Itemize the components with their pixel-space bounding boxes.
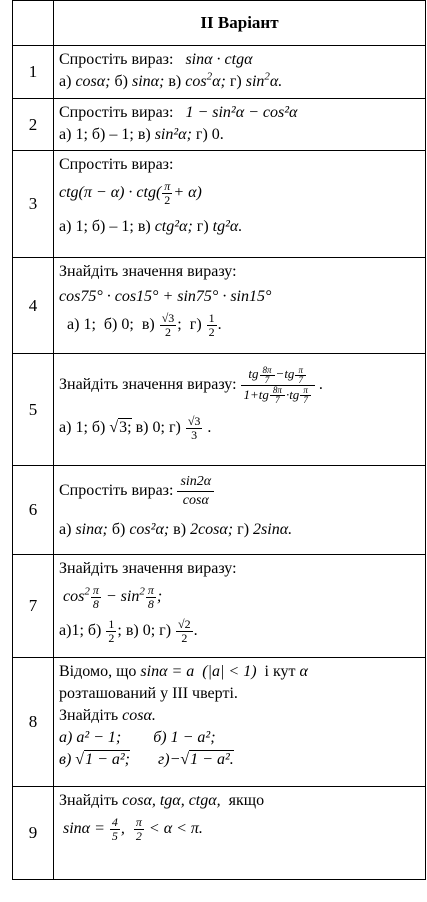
option-label: б) (114, 73, 128, 90)
option-label: в) (125, 622, 139, 640)
option-value: 0; (142, 622, 156, 640)
option-label: г) (159, 622, 172, 640)
task-text: Знайдіть (59, 707, 119, 724)
option-value: $\sin^2\alpha$. (245, 70, 283, 90)
task-condition: sinα = $\frac{4}{5}$ , $\frac{\pi}{2}$ < α < π. (63, 814, 203, 843)
task-number: 3 (13, 151, 54, 258)
option-label: а) (67, 316, 80, 334)
task-expression: $\cos^2$ $\frac{\pi}{8}$ − $\sin^2$ $\frac{\pi}{8}$ ; (63, 582, 163, 611)
option-label: г) (237, 521, 250, 538)
option-label: б) (91, 419, 106, 437)
task-expression: ctg(π − α) · ctg( $\frac{\pi}{2}$ + α) (59, 178, 202, 207)
task-title: Спростіть вираз: (59, 482, 174, 499)
option-label: в) (137, 218, 151, 235)
option-value: 1; (75, 419, 88, 437)
option-label: б) (87, 622, 102, 640)
task-row-8 (13, 658, 426, 787)
task-expression: $\frac{\sin 2\alpha}{\cos\alpha}$ (177, 473, 214, 510)
option-label: в) (135, 419, 149, 437)
task-text: Знайдіть (59, 792, 119, 809)
task-number: 7 (13, 555, 54, 658)
option-label: б) (153, 729, 167, 746)
task-body (54, 658, 426, 787)
option-label: г) (195, 126, 208, 143)
option-label: в) (137, 126, 151, 143)
option-value: 1 − a²; (170, 729, 216, 746)
option-label: в) (59, 751, 72, 768)
variant-table (12, 0, 426, 880)
option-value: sinα; (75, 521, 108, 538)
variant-title: ІІ Варіант (54, 1, 426, 46)
option-label: г) (168, 419, 181, 437)
option-value: sinα; (131, 73, 165, 90)
option-value: √1 − a²; (75, 751, 130, 768)
option-label: а) (59, 73, 72, 90)
task-symbol: α (299, 663, 308, 680)
option-label: в) (173, 521, 187, 538)
task-text: розташований у ІІІ чверті. (59, 685, 238, 702)
task-title: Спростіть вираз: (59, 156, 174, 173)
option-value: 1; (75, 218, 88, 235)
option-value: 1; (83, 316, 96, 334)
option-label: б) (91, 126, 106, 143)
option-value: $\frac{√2}{2}$ (178, 617, 191, 645)
task-text: Відомо, що (59, 663, 137, 680)
task-number: 2 (13, 99, 54, 151)
option-value: 2sinα. (253, 521, 293, 538)
task-body: Знайдіть значення виразу: $\cos^2$ $\frac{\pi}{8}$ − $\sin^2$ $\frac{\pi}{8}$ ; а)1; б) $\frac{1}{2}$ ; в) 0; г) $\frac{√2}{2}$ . (54, 555, 426, 658)
task-body: Знайдіть значення виразу: cos75° · cos15° + sin75° · sin15° а) 1; б) 0; в) $\frac{√3}{2}$ ; г) $\frac{1}{2}$ . (54, 258, 426, 354)
option-label: а) (59, 521, 72, 538)
task-text: і кут (264, 663, 296, 680)
option-value: $\cos^2\alpha$; (185, 70, 226, 90)
option-value: $\frac{1}{2}$ (208, 311, 215, 339)
task-body (54, 466, 426, 555)
option-label: г) (229, 73, 242, 90)
option-value: $\frac{√3}{2}$ (161, 311, 175, 339)
task-text: якщо (228, 792, 265, 809)
option-value: 2cosα; (190, 521, 234, 538)
option-label: а) (59, 218, 72, 235)
option-label: г) (157, 751, 170, 768)
option-label: б) (111, 521, 126, 538)
option-value: 1; (75, 126, 88, 143)
option-value: sin²α; (154, 126, 192, 143)
task-expression: cosα. (122, 707, 156, 724)
option-label: а) (59, 419, 72, 437)
task-title: Знайдіть значення виразу: (59, 376, 237, 393)
task-body (54, 151, 426, 258)
header-num-cell (13, 1, 54, 46)
task-condition: (|a| < 1) (202, 663, 257, 680)
task-row-3 (13, 151, 426, 258)
task-row-1 (13, 46, 426, 99)
option-value: ctg²α; (154, 218, 193, 235)
option-value: 0; (152, 419, 165, 437)
header-row (13, 1, 426, 46)
task-title: Спростіть вираз: (59, 51, 174, 68)
task-expression: cosα, tgα, ctgα, (122, 792, 221, 809)
option-label: г) (189, 316, 202, 334)
task-body: Знайдіть значення виразу: tg $\frac{8\pi}{7}$ −tg $\frac{\pi}{7}$ 1+tg $\frac{8\pi}{7}$ ·tg $\frac{\pi}{7}$ . а) 1; б) √3; в) 0; г) $\frac{√3}{3}$ . (54, 354, 426, 466)
task-number: 4 (13, 258, 54, 354)
task-row-7 (13, 555, 426, 658)
task-row-2 (13, 99, 426, 151)
option-value: tg²α. (212, 218, 243, 235)
task-title: Спростіть вираз: (59, 104, 174, 121)
option-value: a² − 1; (76, 729, 122, 746)
option-value: – 1; (109, 218, 134, 235)
task-body (54, 46, 426, 99)
task-row-5 (13, 354, 426, 466)
option-label: а) (59, 622, 72, 640)
task-row-4 (13, 258, 426, 354)
task-body (54, 99, 426, 151)
task-title: Знайдіть значення виразу: (59, 560, 237, 577)
option-label: б) (91, 218, 106, 235)
option-value: $\frac{1}{2}$ (108, 617, 115, 645)
task-body (54, 787, 426, 880)
option-value: −√1 − a². (169, 751, 234, 768)
option-label: в) (141, 316, 155, 334)
option-value: – 1; (109, 126, 134, 143)
task-number: 5 (13, 354, 54, 466)
option-label: г) (196, 218, 209, 235)
task-expression: 1 − sin²α − cos²α (185, 104, 298, 121)
task-row-6 (13, 466, 426, 555)
option-value: 0. (211, 126, 224, 143)
task-expression: sinα · ctgα (185, 51, 253, 68)
option-value: $\frac{√3}{3}$ (187, 414, 201, 442)
option-value: √3; (109, 419, 132, 437)
task-number: 9 (13, 787, 54, 880)
task-row-9 (13, 787, 426, 880)
task-number: 6 (13, 466, 54, 555)
option-label: б) (103, 316, 118, 334)
task-number: 8 (13, 658, 54, 787)
task-expression: tg $\frac{8\pi}{7}$ −tg $\frac{\pi}{7}$ 1+tg $\frac{8\pi}{7}$ ·tg $\frac{\pi}{7}$ (241, 365, 315, 405)
option-value: 1; (71, 622, 84, 640)
option-value: cosα; (75, 73, 111, 90)
task-title: Знайдіть значення виразу: (59, 263, 237, 280)
option-value: 0; (121, 316, 134, 334)
task-expression: cos75° · cos15° + sin75° · sin15° (59, 288, 272, 305)
option-value: cos²α; (129, 521, 170, 538)
task-expression: sinα = a (140, 663, 195, 680)
task-number: 1 (13, 46, 54, 99)
option-label: а) (59, 729, 73, 746)
option-label: а) (59, 126, 72, 143)
option-label: в) (168, 73, 182, 90)
